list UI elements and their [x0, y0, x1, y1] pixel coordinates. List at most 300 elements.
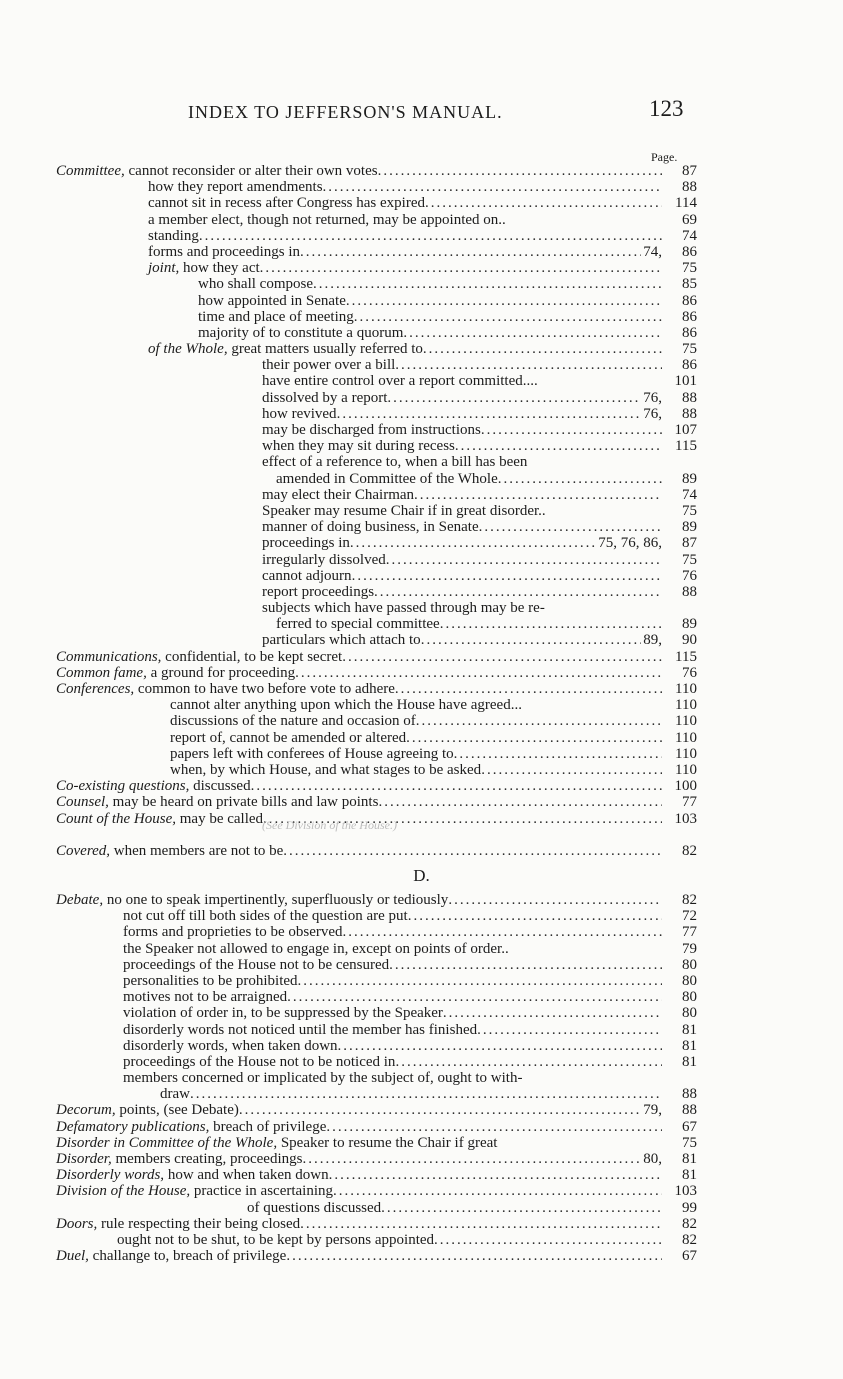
dot-leader — [443, 1005, 662, 1021]
dot-leader — [448, 892, 662, 908]
entry-text — [56, 1183, 662, 1199]
entry-text — [123, 941, 662, 957]
entry-description: no one to speak impertinently, superfluously or tediously — [103, 892, 449, 908]
index-entry — [0, 1151, 843, 1167]
index-entry — [0, 357, 843, 373]
entry-text — [262, 422, 662, 438]
entry-page-number: 76 — [682, 664, 697, 681]
dot-leader — [381, 1200, 662, 1216]
dot-leader — [374, 584, 662, 600]
entry-text — [262, 552, 662, 568]
entry-text — [148, 244, 662, 260]
dot-leader — [421, 632, 642, 648]
dot-leader — [395, 681, 662, 697]
entry-page-number: 80 — [682, 1005, 697, 1022]
entry-page-number: 114 — [675, 195, 697, 212]
entry-page-number: 69 — [682, 211, 697, 228]
entry-description: points, (see Debate) — [115, 1102, 239, 1119]
entry-text — [247, 1200, 662, 1216]
index-entry — [0, 244, 843, 260]
entry-description: papers left with conferees of House agreeing to — [170, 745, 454, 762]
entry-page-number: 77 — [682, 924, 697, 941]
index-entry — [0, 535, 843, 551]
page-header — [0, 96, 843, 126]
entry-description: challange to, breach of privilege — [88, 1248, 287, 1265]
index-entry — [0, 1086, 843, 1102]
entry-text — [117, 1232, 662, 1248]
entry-text — [56, 794, 662, 810]
index-entry — [0, 454, 843, 470]
index-entry — [0, 1022, 843, 1038]
dot-leader — [338, 1038, 662, 1054]
entry-description: the Speaker not allowed to engage in, except on points of order.. — [123, 940, 509, 957]
dot-leader — [477, 1022, 662, 1038]
entry-description: rule respecting their being closed — [97, 1215, 301, 1232]
index-entry — [0, 1054, 843, 1070]
dot-leader — [190, 1086, 662, 1102]
index-entry — [0, 989, 843, 1005]
entry-description: proceedings in — [262, 535, 350, 552]
dot-leader — [333, 1183, 662, 1199]
entry-extra-pages: 74, — [643, 243, 662, 260]
dot-leader — [425, 195, 662, 211]
index-entry — [0, 794, 843, 810]
entry-description: confidential, to be kept secret — [161, 648, 343, 665]
entry-text — [123, 957, 662, 973]
entry-page-number: 88 — [682, 1102, 697, 1119]
index-entry — [0, 957, 843, 973]
entry-text — [56, 1216, 662, 1232]
entry-description: cannot alter anything upon which the House have agreed... — [170, 697, 522, 714]
index-entry — [0, 163, 843, 179]
index-entry — [0, 941, 843, 957]
entry-page-number: 72 — [682, 908, 697, 925]
entry-page-number: 86 — [682, 243, 697, 260]
entry-page-number: 110 — [675, 697, 697, 714]
dot-leader — [498, 471, 662, 487]
entry-page-number: 75 — [682, 341, 697, 358]
index-entry — [0, 503, 843, 519]
entry-heading: Division of the House, — [56, 1183, 191, 1200]
dot-leader — [286, 1248, 662, 1264]
entry-description: proceedings of the House not to be noticed in — [123, 1053, 396, 1070]
entry-text — [56, 1135, 662, 1151]
entry-page-number: 90 — [682, 632, 697, 649]
index-entries-c — [0, 163, 843, 859]
dot-leader — [406, 730, 662, 746]
index-entry — [0, 1102, 843, 1118]
entry-heading: Disorder, — [56, 1151, 112, 1167]
entry-description: how revived — [262, 405, 337, 422]
entry-text — [123, 924, 662, 940]
index-entry — [0, 260, 843, 276]
entry-description: how they report amendments — [148, 179, 323, 196]
entry-page-number: 87 — [682, 163, 697, 179]
entry-description: irregularly dissolved — [262, 551, 386, 568]
dot-leader — [329, 1167, 662, 1183]
entry-description: may be heard on private bills and law points — [108, 794, 379, 811]
entry-heading: Counsel, — [56, 794, 109, 811]
entry-description: effect of a reference to, when a bill has been — [262, 454, 528, 471]
index-entry — [0, 665, 843, 681]
entry-text — [123, 908, 662, 924]
dot-leader — [387, 390, 641, 406]
dot-leader — [423, 341, 662, 357]
entry-text — [262, 406, 662, 422]
entry-page-number: 88 — [682, 583, 697, 600]
entry-text — [56, 649, 662, 665]
entry-page-number: 86 — [682, 357, 697, 374]
index-entries-d — [0, 892, 843, 1264]
dot-leader — [389, 957, 662, 973]
entry-page-number: 89 — [682, 470, 697, 487]
entry-page-number: 89 — [682, 519, 697, 536]
entry-description: who shall compose — [198, 276, 313, 293]
entry-text — [276, 616, 662, 632]
dot-leader — [395, 1054, 662, 1070]
entry-text — [56, 1248, 662, 1264]
index-entry — [0, 406, 843, 422]
entry-text — [170, 730, 662, 746]
entry-heading: Decorum, — [56, 1102, 116, 1119]
dot-leader — [455, 438, 662, 454]
entry-page-number: 74 — [682, 227, 697, 244]
entry-description: discussions of the nature and occasion of — [170, 713, 416, 730]
dot-leader — [378, 163, 662, 179]
dot-leader — [283, 843, 662, 859]
entry-extra-pages: 75, 76, 86, — [598, 535, 662, 552]
page-number: 123 — [649, 96, 684, 121]
index-entry — [0, 1200, 843, 1216]
entry-text — [56, 1119, 662, 1135]
entry-heading: Disorder in Committee of the Whole, — [56, 1134, 278, 1151]
entry-description: manner of doing business, in Senate — [262, 519, 479, 536]
dot-leader — [199, 228, 662, 244]
entry-heading: Disorderly words, — [56, 1167, 165, 1184]
entry-text — [262, 535, 662, 551]
entry-page-number: 115 — [675, 648, 697, 665]
entry-description: dissolved by a report — [262, 389, 388, 406]
entry-text — [262, 568, 662, 584]
entry-heading: Debate, — [56, 892, 104, 908]
entry-text — [123, 1005, 662, 1021]
index-entry — [0, 762, 843, 778]
index-entry — [0, 827, 843, 843]
entry-description: standing — [148, 227, 199, 244]
entry-text — [56, 1102, 662, 1118]
dot-leader — [378, 794, 662, 810]
dot-leader — [434, 1232, 662, 1248]
index-entry — [0, 924, 843, 940]
entry-description: great matters usually referred to — [227, 341, 423, 358]
entry-heading: joint, — [148, 260, 180, 277]
entry-page-number: 81 — [682, 1053, 697, 1070]
entry-text — [262, 632, 662, 648]
entry-text — [123, 1054, 662, 1070]
entry-text — [56, 1167, 662, 1183]
entry-page-number: 85 — [682, 276, 697, 293]
index-entry — [0, 309, 843, 325]
entry-page-number: 115 — [675, 438, 697, 455]
running-title: INDEX TO JEFFERSON'S MANUAL. — [188, 102, 503, 122]
entry-page-number: 88 — [682, 405, 697, 422]
entry-description: how appointed in Senate — [198, 292, 346, 309]
index-entry — [0, 616, 843, 632]
entry-page-number: 75 — [682, 1134, 697, 1151]
entry-page-number: 82 — [682, 842, 697, 859]
index-entry — [0, 438, 843, 454]
dot-leader — [326, 1119, 662, 1135]
entry-description: when, by which House, and what stages to be asked — [170, 761, 482, 778]
entry-page-number: 75 — [682, 551, 697, 568]
entry-text — [56, 163, 662, 179]
entry-text — [276, 471, 662, 487]
entry-page-number: 82 — [682, 892, 697, 908]
dot-leader — [313, 276, 662, 292]
entry-description: may elect their Chairman — [262, 486, 415, 503]
entry-page-number: 74 — [682, 486, 697, 503]
entry-description: their power over a bill — [262, 357, 396, 374]
faint-cross-reference: (See Division of the House.) — [262, 818, 397, 832]
entry-page-number: 110 — [675, 681, 697, 697]
entry-page-number: 103 — [674, 810, 697, 827]
entry-text — [262, 487, 662, 503]
entry-page-number: 107 — [674, 422, 697, 438]
index-entry — [0, 1248, 843, 1264]
entry-description: when they may sit during recess — [262, 438, 455, 455]
entry-text — [262, 438, 662, 454]
entry-heading: Count of the House, — [56, 810, 176, 827]
entry-text — [262, 519, 662, 535]
entry-page-number: 75 — [682, 502, 697, 519]
entry-description: have entire control over a report committed.... — [262, 373, 538, 390]
index-entry — [0, 1183, 843, 1199]
entry-text — [262, 357, 662, 373]
entry-page-number: 81 — [682, 1021, 697, 1038]
dot-leader — [481, 762, 662, 778]
entry-extra-pages: 79, — [643, 1102, 662, 1119]
entry-text — [262, 503, 662, 519]
entry-text — [56, 681, 662, 697]
index-entry — [0, 681, 843, 697]
entry-text — [160, 1086, 662, 1102]
entry-page-number: 100 — [674, 778, 697, 795]
index-entry — [0, 778, 843, 794]
entry-heading: Common fame, — [56, 664, 147, 681]
entry-description: may be called — [176, 810, 264, 827]
entry-page-number: 82 — [682, 1231, 697, 1248]
entry-description: report proceedings — [262, 583, 375, 600]
entry-page-number: 101 — [674, 373, 697, 390]
entry-extra-pages: 80, — [643, 1151, 662, 1167]
index-entry — [0, 697, 843, 713]
entry-page-number: 88 — [682, 179, 697, 196]
dot-leader — [481, 422, 662, 438]
entry-text — [262, 584, 662, 600]
dot-leader — [342, 649, 662, 665]
index-entry — [0, 1167, 843, 1183]
entry-heading: Doors, — [56, 1215, 98, 1232]
index-entry — [0, 843, 843, 859]
entry-text — [148, 195, 662, 211]
entry-page-number: 86 — [682, 292, 697, 309]
entry-description: forms and proprieties to be observed — [123, 924, 343, 941]
entry-page-number: 75 — [682, 260, 697, 277]
entry-description: majority of to constitute a quorum — [198, 324, 404, 341]
index-entry — [0, 584, 843, 600]
index-entry — [0, 892, 843, 908]
index-entry — [0, 568, 843, 584]
entry-text — [262, 600, 662, 616]
index-entry — [0, 373, 843, 389]
entry-page-number: 79 — [682, 940, 697, 957]
dot-leader — [337, 406, 642, 422]
index-entry — [0, 811, 843, 827]
entry-description: discussed — [189, 778, 251, 795]
entry-text — [123, 1022, 662, 1038]
entry-description: report of, cannot be amended or altered — [170, 729, 407, 746]
dot-leader — [354, 309, 662, 325]
entry-extra-pages: 76, — [643, 389, 662, 406]
entry-heading: of the Whole, — [148, 341, 228, 358]
dot-leader — [440, 616, 662, 632]
entry-page-number: 67 — [682, 1118, 697, 1135]
entry-description: forms and proceedings in — [148, 243, 301, 260]
entry-text — [262, 373, 662, 389]
entry-text — [123, 973, 662, 989]
entry-text — [56, 892, 662, 908]
index-entry — [0, 212, 843, 228]
entry-description: cannot sit in recess after Congress has expired — [148, 195, 425, 212]
entry-description: cannot adjourn — [262, 567, 352, 584]
entry-description: particulars which attach to — [262, 632, 421, 649]
entry-text — [56, 1151, 662, 1167]
entry-description: violation of order in, to be suppressed by the Speaker — [123, 1005, 443, 1022]
entry-page-number: 80 — [682, 972, 697, 989]
entry-page-number: 110 — [675, 729, 697, 746]
index-entry — [0, 422, 843, 438]
dot-leader — [251, 778, 662, 794]
entry-text — [170, 713, 662, 729]
index-entry — [0, 649, 843, 665]
index-entry — [0, 179, 843, 195]
index-entry — [0, 325, 843, 341]
index-entry — [0, 276, 843, 292]
entry-description: of questions discussed — [247, 1199, 382, 1216]
entry-description: members creating, proceedings — [111, 1151, 303, 1167]
dot-leader — [454, 746, 662, 762]
entry-text — [170, 697, 662, 713]
entry-description: disorderly words not noticed until the member has finished — [123, 1021, 478, 1038]
entry-text — [262, 454, 662, 470]
entry-text — [198, 276, 662, 292]
dot-leader — [302, 1151, 641, 1167]
entry-description: ought not to be shut, to be kept by persons appointed — [117, 1231, 435, 1248]
entry-page-number: 81 — [682, 1037, 697, 1054]
entry-page-number: 110 — [675, 713, 697, 730]
entry-description: not cut off till both sides of the question are put — [123, 908, 408, 925]
entry-page-number: 110 — [675, 761, 697, 778]
index-entry — [0, 1216, 843, 1232]
entry-page-number: 77 — [682, 794, 697, 811]
dot-leader — [260, 260, 662, 276]
entry-description: practice in ascertaining — [190, 1183, 334, 1200]
index-entry — [0, 1232, 843, 1248]
page-column-label: Page. — [651, 150, 678, 164]
entry-description: subjects which have passed through may be re- — [262, 600, 545, 617]
entry-heading: Co-existing questions, — [56, 778, 190, 795]
dot-leader — [479, 519, 662, 535]
entry-heading: Communications, — [56, 648, 162, 665]
entry-text — [123, 1070, 662, 1086]
entry-page-number: 67 — [682, 1248, 697, 1265]
section-letter-d: D. — [413, 866, 430, 885]
entry-text — [56, 843, 662, 859]
entry-page-number: 110 — [675, 745, 697, 762]
dot-leader — [395, 357, 662, 373]
index-entry — [0, 1135, 843, 1151]
entry-description: amended in Committee of the Whole — [276, 470, 498, 487]
index-entry — [0, 293, 843, 309]
index-entry — [0, 195, 843, 211]
entry-text — [198, 325, 662, 341]
dot-leader — [287, 989, 662, 1005]
entry-text — [148, 341, 662, 357]
entry-description: how they act — [179, 260, 260, 277]
dot-leader — [298, 973, 662, 989]
entry-description: may be discharged from instructions — [262, 422, 481, 438]
dot-leader — [239, 1102, 641, 1118]
dot-leader — [350, 535, 596, 551]
entry-text — [123, 989, 662, 1005]
index-entry — [0, 1119, 843, 1135]
entry-description: Speaker may resume Chair if in great disorder.. — [262, 502, 546, 519]
entry-description: ferred to special committee — [276, 616, 440, 633]
index-entry — [0, 1005, 843, 1021]
entry-text — [123, 1038, 662, 1054]
index-entry — [0, 519, 843, 535]
entry-text — [148, 260, 662, 276]
index-entry — [0, 908, 843, 924]
entry-description: proceedings of the House not to be censured — [123, 956, 390, 973]
entry-text — [262, 390, 662, 406]
entry-text — [148, 212, 662, 228]
dot-leader — [323, 179, 662, 195]
index-entry — [0, 1038, 843, 1054]
index-entry — [0, 1070, 843, 1086]
index-entry — [0, 341, 843, 357]
index-entry — [0, 228, 843, 244]
entry-description: a member elect, though not returned, may be appointed on.. — [148, 211, 506, 228]
entry-description: personalities to be prohibited — [123, 972, 298, 989]
entry-text — [170, 746, 662, 762]
entry-description: disorderly words, when taken down — [123, 1037, 338, 1054]
entry-description: breach of privilege — [209, 1118, 327, 1135]
entry-heading: Conferences, — [56, 681, 135, 697]
entry-page-number: 82 — [682, 1215, 697, 1232]
entry-page-number: 99 — [682, 1199, 697, 1216]
index-entry — [0, 973, 843, 989]
entry-page-number: 103 — [674, 1183, 697, 1200]
index-entry — [0, 390, 843, 406]
entry-page-number: 81 — [682, 1167, 697, 1184]
dot-leader — [346, 293, 662, 309]
index-entry — [0, 552, 843, 568]
index-entry — [0, 632, 843, 648]
entry-page-number: 81 — [682, 1151, 697, 1167]
dot-leader — [352, 568, 662, 584]
index-entry — [0, 746, 843, 762]
